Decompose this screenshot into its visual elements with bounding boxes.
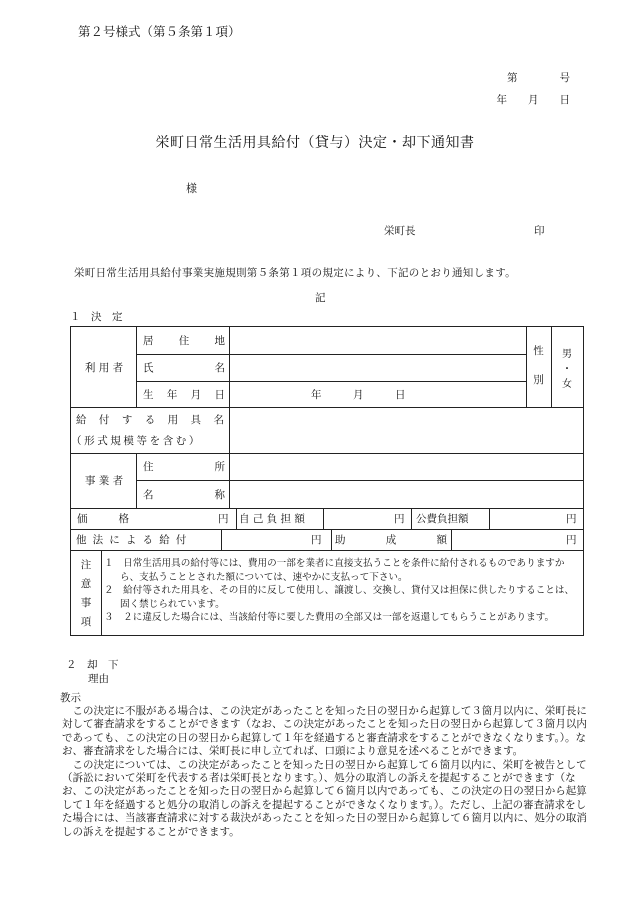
instruction-text: [62, 705, 592, 839]
addressee-suffix: 様: [186, 182, 197, 195]
section-decision: １ 決 定: [70, 311, 123, 323]
instruction-paragraph: この決定については、この決定があったことを知った日の翌日から起算して６箇月以内に、栄町を被告として（訴訟において栄町を代表する者は栄町長となります。）、処分の取消しの訴えを提起することができます（なお、この決定があったことを知った日の翌日から起算して６箇月以内であっても、この決定の日の翌日から起算して１年を経過すると処分の取消しの訴えを提起することができなくなります。）。ただし、上記の審査請求をした場合には、当該審査請求に対する裁決があったことを知った日の翌日から起算して６箇月以内に、処分の取消しの訴えを提起することができます。: [62, 758, 587, 838]
notes-list: [104, 557, 579, 625]
instruction-paragraph: この決定に不服がある場合は、この決定があったことを知った日の翌日から起算して３箇月以内に、栄町長に対して審査請求をすることができます（なお、この決定があったことを知った日の翌日から起算して３箇月以内であっても、この決定の日の翌日から起算して１年を経過すると審査請求をすることができなくなります。）。なお、審査請求をした場合には、栄町長に申し立てれば、口頭により意見を述べることができます。: [62, 705, 587, 758]
subsidy-label: 助 成 額: [335, 534, 447, 546]
vendor-label: 事 業 者: [84, 475, 124, 487]
name-label: 氏 名: [143, 362, 225, 374]
user-label: 利 用 者: [84, 361, 124, 374]
issuer: 栄町長: [384, 225, 416, 237]
price-yen: 円: [218, 513, 229, 525]
public-pay-yen: 円: [566, 513, 577, 525]
note-item: ２ 給付等された用具を、その目的に反して使用し、譲渡し、交換し、貸付又は担保に供したりすることは、固く禁じられています。: [104, 585, 575, 610]
residence-label: 居 住 地: [143, 335, 225, 347]
page-title: 栄町日常生活用具給付（貸与）決定・却下通知書: [155, 135, 475, 151]
notes-label: 注 意 事 項: [80, 559, 92, 628]
seal-mark: 印: [534, 225, 545, 237]
vendor-name-label: 名 称: [143, 488, 225, 501]
ki-heading: 記: [315, 292, 326, 304]
public-pay-label: 公費負担額: [416, 513, 469, 525]
intro-text: 栄町日常生活用具給付事業実施規則第５条第１項の規定により、下記のとおり通知します。: [74, 267, 516, 279]
birth-label: 生 年 月 日: [143, 388, 225, 401]
other-law-yen: 円: [311, 534, 322, 546]
sex-value: 男 ・ 女: [562, 349, 572, 390]
other-law-label: 他 法 に よ る 給 付: [76, 534, 188, 546]
document-date: 年 月 日: [496, 94, 570, 106]
document-number: 第 号: [507, 72, 570, 84]
equipment-label: 給 付 す る 用 具 名: [76, 413, 224, 426]
vendor-address-label: 住 所: [143, 461, 225, 473]
note-item: ３ ２に違反した場合には、当該給付等に要した費用の全部又は一部を返還してもらうことがあります。: [104, 612, 555, 624]
section-rejection: ２ 却 下: [66, 659, 119, 671]
self-pay-label: 自 己 負 担 額: [239, 513, 305, 525]
reason-label: 理由: [88, 673, 109, 685]
equipment-sublabel: （形式規模等を含む）: [71, 434, 202, 447]
instruction-heading: 教示: [60, 692, 81, 704]
subsidy-yen: 円: [566, 534, 577, 546]
note-item: １ 日常生活用具の給付等には、費用の一部を業者に直接支払うことを条件に給付されるものでありますから、支払うこととされた額については、速やかに支払って下さい。: [104, 558, 565, 583]
form-number: 第２号様式（第５条第１項）: [78, 24, 241, 39]
price-label: 価 格: [77, 513, 129, 525]
birth-date-value: 年 月 日: [311, 388, 406, 401]
self-pay-yen: 円: [394, 513, 405, 525]
sex-label: 性 別: [533, 345, 544, 386]
